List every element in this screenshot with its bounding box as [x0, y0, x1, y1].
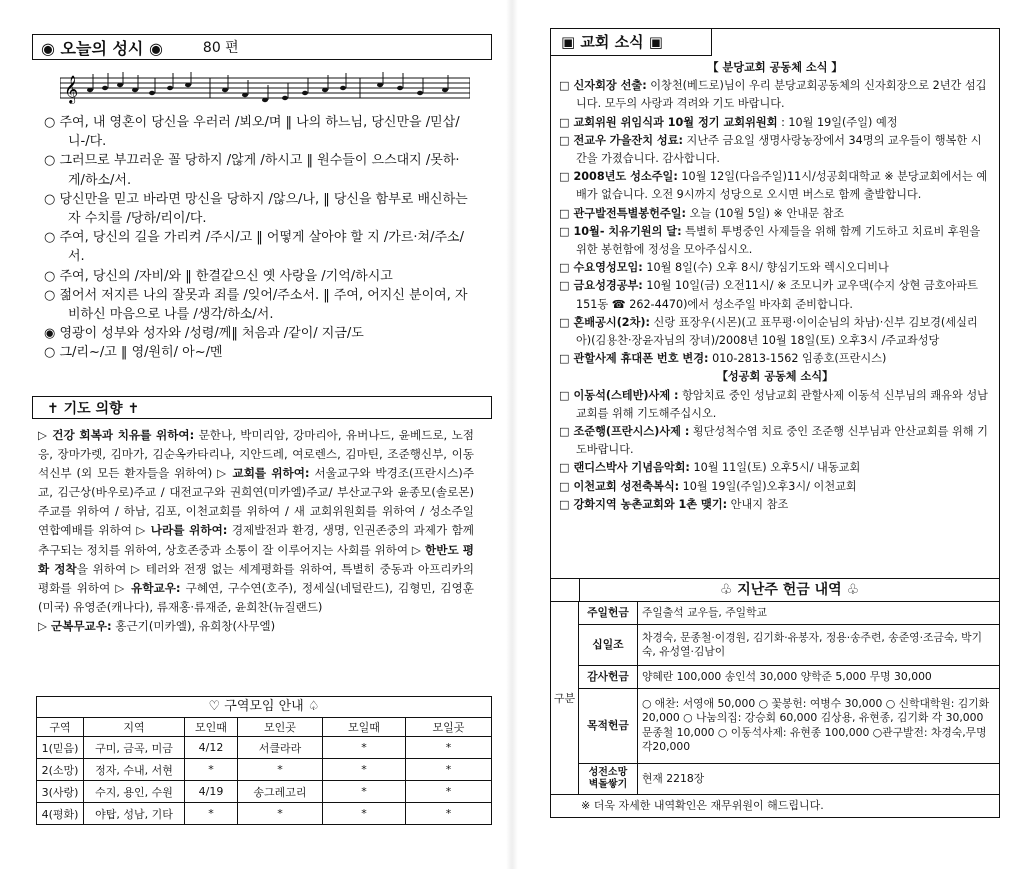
table-row [37, 737, 492, 759]
table-cell: * [323, 803, 406, 825]
news-item [559, 423, 991, 459]
news-item [559, 277, 991, 313]
prayer-heal-label: ▷ 건강 회복과 치유를 위하여: [38, 428, 195, 442]
news-item-label: □ 신자회장 선출: [559, 79, 647, 93]
news-item [559, 77, 991, 113]
table-cell: * [323, 759, 406, 781]
table-cell: 3(사랑) [37, 781, 84, 803]
table-cell: 서클라라 [238, 737, 323, 759]
table-cell: * [406, 737, 492, 759]
news-item [559, 496, 991, 514]
news-item-label: □ 혼배공시(2차): [559, 315, 650, 329]
prayer-peace-label: ▷ 한반도 평화 정착 [38, 542, 474, 576]
news-item-text: 신랑 표장우(시몬)(고 표무평·이이순님의 차남)·신부 김보경(세실리아)(김용찬·장윤자님의 장녀)/2008년 10월 18일(토) 오후3시 /주교좌성당 [576, 315, 978, 348]
psalm-line: ○ 주여, 내 영혼이 당신을 우러러 /뵈오/며 ‖ 나의 하느님, 당신만을 /믿삽/니-/다. [44, 115, 460, 150]
news-item-label: □ 교회위원 위임식과 10월 정기 교회위원회 [559, 115, 778, 129]
district-title: ♡ 구역모임 안내 ♤ [36, 696, 492, 717]
offering-footer: ※ 더욱 자세한 내역확인은 재무위원이 해드립니다. [551, 794, 999, 817]
offering-title: ♧ 지난주 헌금 내역 ♧ [579, 579, 999, 602]
news-item [559, 168, 991, 204]
offering-label: 성전소망 벽돌쌓기 [579, 763, 638, 794]
news-item-label: □ 이동석(스테반)사제 : [559, 388, 679, 402]
news-item-text: 10월 12일(다음주일)11시/성공회대학교 ※ 분당교회에서는 예배가 없습니다. 오전 9시까지 성당으로 오시면 버스로 함께 출발합니다. [576, 170, 988, 202]
table-cell: 수지, 용인, 수원 [84, 781, 185, 803]
district-col-header: 모일때 [323, 718, 406, 737]
news-item-text: : 10월 19일(주일) 예정 [777, 115, 898, 129]
prayer-nation-label: ▷ 나라를 위하여: [136, 523, 228, 538]
table-row [579, 689, 999, 763]
news-subheading: 【 분당교회 공동체 소식 】 [707, 61, 843, 74]
news-item [559, 459, 991, 477]
table-row [579, 625, 999, 666]
news-item-text: 10월 8일(수) 오후 8시/ 향심기도와 렉시오디비나 [642, 261, 889, 275]
offering-box [550, 578, 1000, 818]
table-cell: 야탑, 성남, 기타 [84, 803, 185, 825]
news-item-text: 010-2813-1562 임종호(프란시스) [708, 352, 887, 366]
psalm-title: ◉ 오늘의 성시 ◉ [41, 38, 163, 58]
table-row [579, 763, 999, 794]
news-item [559, 259, 991, 277]
news-item [559, 114, 991, 132]
news-item-label: □ 전교우 가을잔치 성료: [559, 133, 683, 147]
table-cell: 4/19 [185, 781, 238, 803]
offering-text: 차경숙, 문종철·이경원, 김기화·유봉자, 정용·송주련, 송준영·조금숙, 박기숙, 유성열·김남이 [637, 625, 999, 666]
psalm-line: ○ 주여, 당신의 /자비/와 ‖ 한결같으신 옛 사랑을 /기억/하시고 [44, 268, 393, 284]
music-staff-icon [60, 70, 470, 108]
news-item [559, 132, 991, 168]
news-list [551, 56, 999, 514]
table-cell: * [238, 803, 323, 825]
news-item-text: 10월 19일(주일)오후3시/ 이천교회 [679, 479, 857, 493]
table-row [37, 781, 492, 803]
news-item-text: 10월 11일(토) 오후5시/ 내동교회 [689, 461, 861, 475]
table-row [37, 803, 492, 825]
offering-text: 주일출석 교우들, 주일학교 [637, 602, 999, 625]
news-item-label: □ 수요영성모임: [559, 261, 643, 275]
table-cell: 구미, 금곡, 미금 [84, 737, 185, 759]
news-item-label: □ 강화지역 농촌교회와 1촌 맺기: [559, 497, 728, 511]
district-col-header: 구역 [37, 718, 84, 737]
psalm-header [32, 34, 492, 60]
offering-text: 현재 2218장 [637, 763, 999, 794]
psalm-line: ○ 주여, 당신의 길을 가리켜 /주시/고 ‖ 어떻게 살아야 할 지 /가르·쳐/주소/서. [44, 230, 464, 265]
table-cell: * [238, 759, 323, 781]
prayer-study-label: ▷ 유학교우: [115, 580, 181, 595]
svg-text:𝄞: 𝄞 [64, 75, 79, 103]
table-cell: * [406, 759, 492, 781]
psalm-line: ○ 당신만을 믿고 바라면 망신을 당하지 /않으/나, ‖ 당신을 함부로 배신하는 자 수치를 /당하/리이/다. [44, 191, 468, 227]
table-row [37, 759, 492, 781]
prayer-header [32, 396, 492, 419]
district-col-header: 모인때 [185, 718, 238, 737]
offering-table [579, 602, 999, 794]
news-item-label: □ 금요성경공부: [559, 279, 643, 293]
table-cell: 4(평화) [37, 803, 84, 825]
table-row [579, 666, 999, 689]
news-item [559, 350, 991, 368]
news-title: ▣ 교회 소식 ▣ [551, 29, 712, 56]
psalm-line: ○ 그/리~/고 ‖ 영/원히/ 아~/멘 [44, 345, 223, 361]
table-cell: * [323, 737, 406, 759]
prayer-heal-text: 문한나, 박미리암, 강마리아, 유버나드, 윤베드로, 노점응, 장마가렛, 김마가, 김순옥카타리나, 지안드레, 여로렌스, 김마틴, 조준행신부, 이동석신부 (외 모든 환자들을 위하여) [38, 428, 475, 481]
news-item-label: □ 10월- 치유기원의 달: [559, 224, 682, 238]
offering-label: 십일조 [579, 625, 638, 666]
news-item [559, 223, 991, 259]
news-item-text: 횡단성척수염 치료 중인 조준행 신부님과 안산교회를 위해 기도바랍니다. [576, 425, 988, 457]
table-cell: 2(소망) [37, 759, 84, 781]
prayer-title: ✝ 기도 의향 ✝ [47, 400, 140, 417]
news-item [559, 387, 991, 423]
table-cell: * [323, 781, 406, 803]
news-item-label: □ 관할사제 휴대폰 번호 변경: [559, 352, 709, 366]
table-cell: * [406, 781, 492, 803]
psalm-number: 80 편 [202, 40, 239, 56]
prayer-text [38, 426, 474, 636]
news-item-label: □ 랜디스박사 기념음악회: [559, 461, 690, 475]
news-item [559, 478, 991, 496]
table-cell: * [185, 803, 238, 825]
news-item-text: 특별히 투병중인 사제들을 위해 함께 기도하고 치료비 후원을 위한 봉헌함에 정성을 모아주십시오. [576, 224, 981, 257]
prayer-nation-text: 경제발전과 환경, 생명, 인권존중의 과제가 함께 추구되는 정치를 위하여, 상호존중과 소통이 잘 이루어지는 사회를 위하여 [38, 523, 474, 557]
district-col-header: 모인곳 [238, 718, 323, 737]
psalm-line: ○ 젊어서 저지른 나의 잘못과 죄를 /잊어/주소서. ‖ 주여, 어지신 분이여, 자비하신 마음으로 나를 /생각/하소/서. [44, 287, 468, 323]
prayer-peace-text: 을 위하여 ▷ 테러와 전쟁 없는 세계평화를 위하여, 특별히 중동과 아프리카의 평화를 위하여 [38, 561, 474, 595]
offering-label: 주일헌금 [579, 602, 638, 625]
news-item-text: 안내지 참조 [727, 497, 789, 511]
table-cell: * [185, 759, 238, 781]
district-col-header: 모일곳 [406, 718, 492, 737]
news-item-label: □ 2008년도 성소주일: [559, 170, 678, 184]
table-cell: * [406, 803, 492, 825]
district-section [36, 696, 492, 825]
right-page [512, 0, 1024, 869]
news-item-label: □ 조준행(프란시스)사제 : [559, 425, 690, 439]
news-item-text: 이창천(베드로)님이 우리 분당교회공동체의 신자회장으로 2년간 섬깁니다. 모두의 사랑과 격려와 기도 바랍니다. [576, 79, 987, 111]
news-item-label: □ 관구발전특별봉헌주일: [559, 206, 687, 220]
offering-label: 목적헌금 [579, 689, 638, 763]
psalm-line: ○ 그러므로 부끄러운 꼴 당하지 /않게 /하시고 ‖ 원수들이 으스대지 /못하·게/하소/서. [44, 153, 460, 188]
table-cell: 정자, 수내, 서현 [84, 759, 185, 781]
table-cell: 4/12 [185, 737, 238, 759]
table-cell: 송그레고리 [238, 781, 323, 803]
news-item-text: 오늘 (10월 5일) ※ 안내문 참조 [686, 206, 845, 220]
prayer-church-label: ▷ 교회를 위하여: [217, 466, 310, 481]
prayer-army-label: ▷ 군복무교우: [38, 618, 112, 633]
news-box [550, 28, 1000, 602]
offering-label: 감사헌금 [579, 666, 638, 689]
prayer-army-text: 홍근기(미카엘), 유희창(사무엘) [115, 618, 276, 633]
psalm-text [44, 113, 476, 363]
news-item-text: 항암치료 중인 성남교회 관할사제 이동석 신부님의 쾌유와 성남교회를 위해 기도해주십시오. [576, 388, 988, 420]
news-item-label: □ 이천교회 성전축복식: [559, 479, 680, 493]
offering-text: 양혜란 100,000 송인석 30,000 양학준 5,000 무명 30,000 [637, 666, 999, 689]
offering-text: ○ 애찬: 서영애 50,000 ○ 꽃봉헌: 여병수 30,000 ○ 신학대학원: 김기화 20,000 ○ 나눔의집: 강승회 60,000 김상용, 유현종, 김기화 각 30,000 문종철 10,000 ○ 이동석사제: 유현종 100,000 ○관구발전: 차경숙,무명 각20,000 [637, 689, 999, 763]
district-table [36, 717, 492, 825]
news-item [559, 314, 991, 350]
district-col-header: 지역 [84, 718, 185, 737]
table-cell: 1(믿음) [37, 737, 84, 759]
offering-body [551, 602, 999, 794]
news-item-text: 지난주 금요일 생명사랑농장에서 34명의 교우들이 행복한 시간을 가졌습니다. 감사합니다. [576, 133, 982, 166]
news-item [559, 205, 991, 223]
prayer-church-text: 서울교구와 박경조(프란시스)주교, 김근상(바우로)주교 / 대전교구와 권희연(미카엘)주교/ 부산교구와 윤종모(솔로몬)주교를 위하여 / 하남, 김포, 이천교회를 위하여 / 새 교회위원회를 위하여 / 성소주일 연합예배를 위하여 [38, 466, 475, 538]
psalm-line: ◉ 영광이 성부와 성자와 /성령/께‖ 처음과 /같이/ 지금/도 [44, 326, 364, 342]
table-row [579, 602, 999, 625]
offering-group-label: 구분 [551, 602, 579, 794]
news-subheading: 【성공회 공동체 소식】 [716, 370, 834, 384]
news-item-text: 10월 10일(금) 오전11시/ ※ 조모니카 교우댁(수지 상현 금호아파트 151동 ☎ 262-4470)에서 성소주일 바자회 준비합니다. [576, 279, 978, 311]
prayer-study-text: 구혜연, 구수연(호주), 정세실(네덜란드), 김형민, 김영훈(미국) 유영준(캐나다), 류재홍·류재준, 윤희찬(뉴질랜드) [38, 580, 475, 614]
